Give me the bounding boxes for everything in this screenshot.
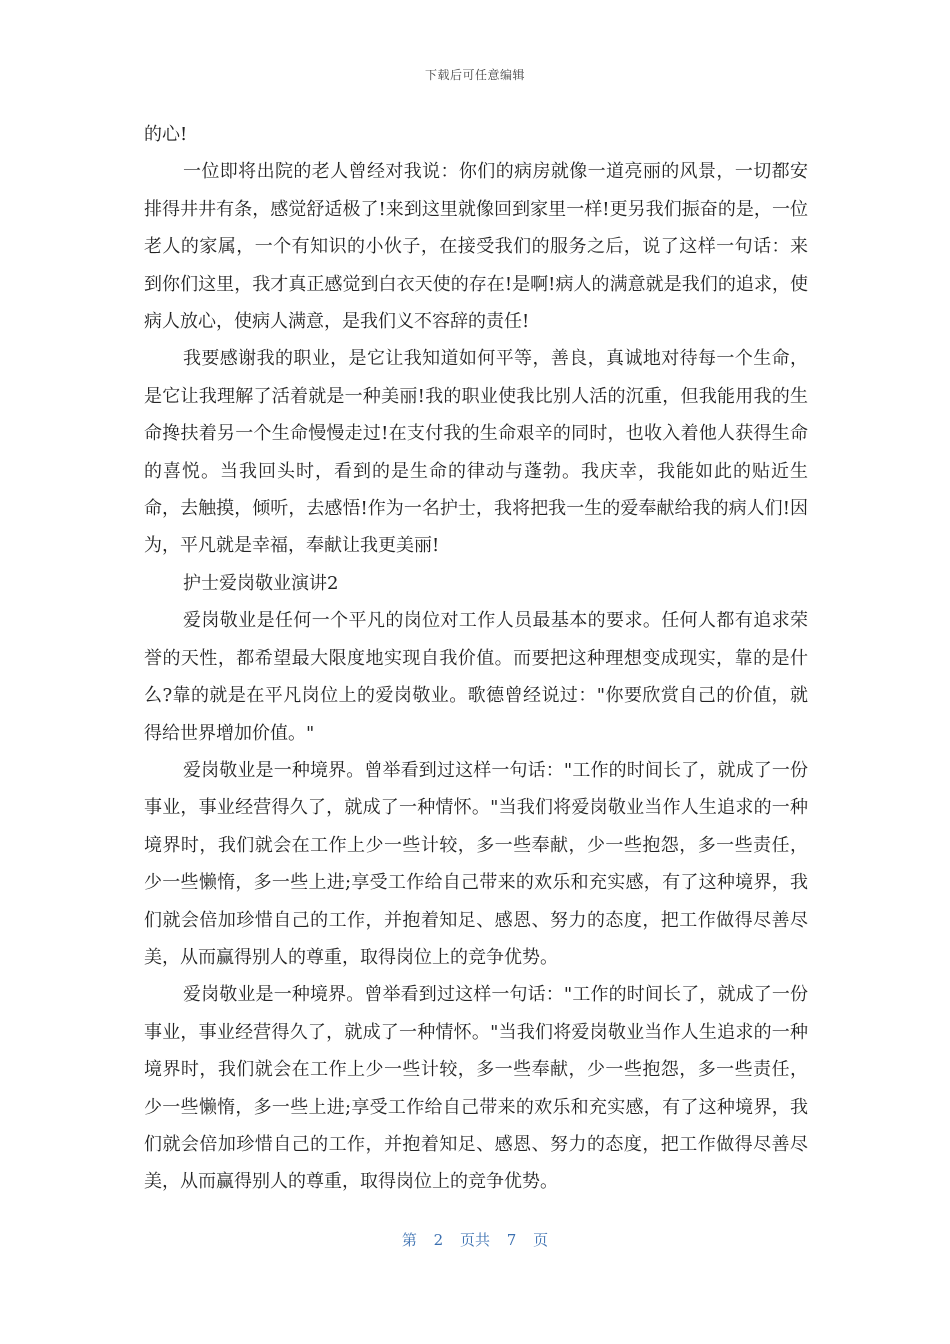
paragraph: 爱岗敬业是一种境界。曾举看到过这样一句话："工作的时间长了，就成了一份事业，事业经营得久了，就成了一种情怀。"当我们将爱岗敬业当作人生追求的一种境界时，我们就会在工作上少一些计较，多一些奉献，少一些抱怨，多一些责任，少一些懒惰，多一些上进;享受工作给自己带来的欢乐和充实感，有了这种境界，我们就会倍加珍惜自己的工作，并抱着知足、感恩、努力的态度，把工作做得尽善尽美，从而赢得别人的尊重，取得岗位上的竞争优势。 [144,759,808,968]
paragraph: 我要感谢我的职业，是它让我知道如何平等，善良，真诚地对待每一个生命，是它让我理解了活着就是一种美丽!我的职业使我比别人活的沉重，但我能用我的生命搀扶着另一个生命慢慢走过!在支付我的生命艰辛的同时，也收入着他人获得生命的喜悦。当我回头时，看到的是生命的律动与蓬勃。我庆幸，我能如此的贴近生命，去触摸，倾听，去感悟!作为一名护士，我将把我一生的爱奉献给我的病人们!因为，平凡就是幸福，奉献让我更美丽! [144,348,808,557]
page-number: 第 2 页共 7 页 [401,1231,549,1249]
paragraph: 爱岗敬业是任何一个平凡的岗位对工作人员最基本的要求。任何人都有追求荣誉的天性，都希望最大限度地实现自我价值。而要把这种理想变成现实，靠的是什么?靠的就是在平凡岗位上的爱岗敬业。歌德曾经说过："你要欣赏自己的价值，就得给世界增加价值。" [144,610,808,744]
paragraph: 一位即将出院的老人曾经对我说：你们的病房就像一道亮丽的风景，一切都安排得井井有条，感觉舒适极了!来到这里就像回到家里一样!更另我们振奋的是，一位老人的家属，一个有知识的小伙子，在接受我们的服务之后，说了这样一句话：来到你们这里，我才真正感觉到白衣天使的存在!是啊!病人的满意就是我们的追求，使病人放心，使病人满意，是我们义不容辞的责任! [144,161,808,333]
document-body [144,116,808,1201]
paragraph: 爱岗敬业是一种境界。曾举看到过这样一句话："工作的时间长了，就成了一份事业，事业经营得久了，就成了一种情怀。"当我们将爱岗敬业当作人生追求的一种境界时，我们就会在工作上少一些计较，多一些奉献，少一些抱怨，多一些责任，少一些懒惰，多一些上进;享受工作给自己带来的欢乐和充实感，有了这种境界，我们就会倍加珍惜自己的工作，并抱着知足、感恩、努力的态度，把工作做得尽善尽美，从而赢得别人的尊重，取得岗位上的竞争优势。 [144,984,808,1193]
section-heading: 护士爱岗敬业演讲2 [183,572,339,594]
paragraph: 的心! [144,124,188,145]
page-header: 下载后可任意编辑 [424,68,525,82]
